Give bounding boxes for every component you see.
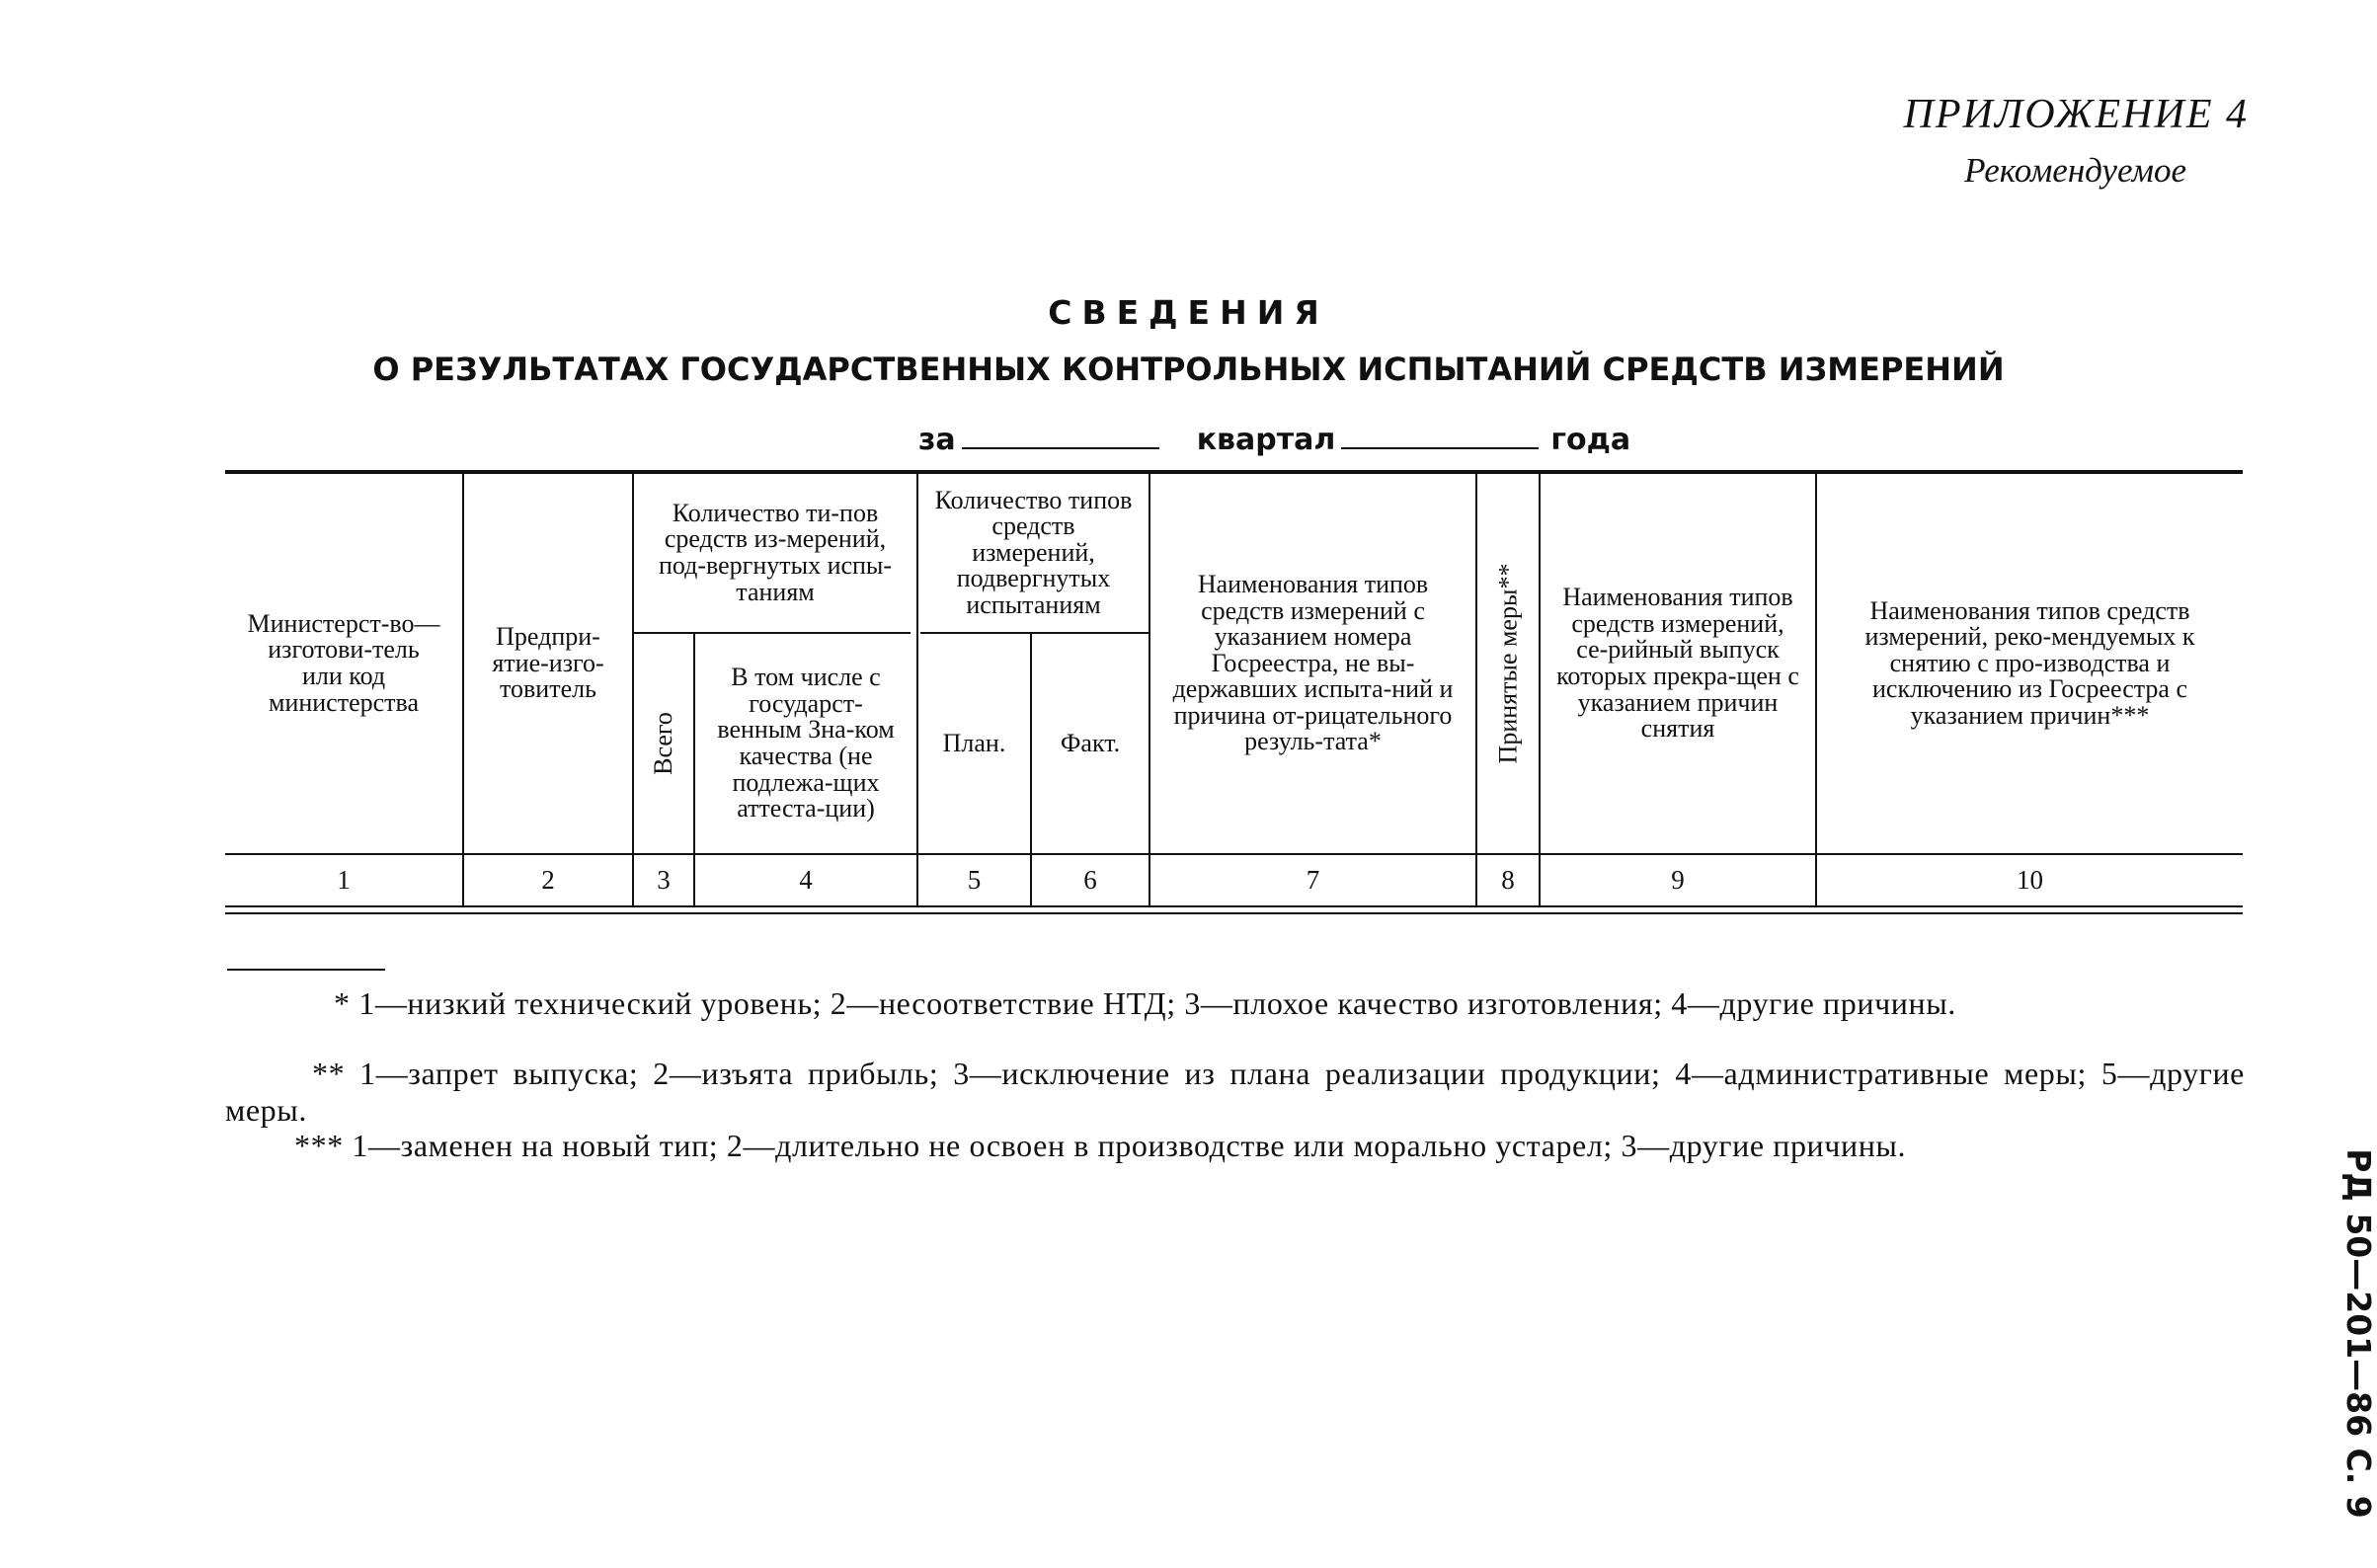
- column-number: 4: [799, 865, 813, 895]
- document-code-side-label: РД 50—201—86 С. 9: [2338, 1147, 2377, 1519]
- column-number: 1: [337, 865, 351, 895]
- header-enterprise: Предпри-ятие-изго-товитель: [492, 622, 604, 704]
- table-bottom-rule: [225, 912, 2243, 914]
- header-fact: Факт.: [1060, 728, 1121, 757]
- appendix-subtitle: Рекомендуемое: [1964, 151, 2186, 190]
- period-suffix: года: [1550, 423, 1631, 457]
- column-number: 8: [1501, 865, 1515, 895]
- column-number: 2: [541, 865, 555, 895]
- column-number: 3: [657, 865, 671, 895]
- footnote-text: 1—низкий технический уровень; 2—несоответствие НТД; 3—плохое качество изготовления; 4—другие причины.: [358, 985, 1956, 1021]
- period-middle: квартал: [1196, 423, 1336, 457]
- footnote: [225, 1128, 2245, 1164]
- footnote-text: 1—запрет выпуска; 2—изъята прибыль; 3—исключение из плана реализации продукции; 4—административные меры; 5—другие меры.: [225, 1056, 2245, 1128]
- header-measures: Принятые меры**: [1493, 563, 1522, 764]
- document-title: СВЕДЕНИЯ: [1048, 293, 1329, 332]
- footnote-mark: ***: [294, 1128, 344, 1163]
- footnote-mark: *: [334, 985, 351, 1021]
- column-number: 9: [1671, 865, 1685, 895]
- period-prefix: за: [918, 423, 956, 457]
- header-failed-types: Наименования типов средств измерений с указанием номера Госреестра, не вы-державших испыта-ний и причина от-рицательного резуль-тата*: [1172, 570, 1454, 756]
- numbers-bottom-rule: [225, 905, 2243, 907]
- footnote-mark: **: [312, 1056, 346, 1091]
- header-ministry: Министерст-во—изготови-тель или код министерства: [247, 608, 440, 717]
- header-recommended-removal: Наименования типов средств измерений, реко-мендуемых к снятию с про-изводства и исключению из Госреестра с указанием причин***: [1864, 595, 2195, 730]
- footnote-text: 1—заменен на новый тип; 2—длительно не освоен в производстве или морально устарел; 3—другие причины.: [352, 1128, 1907, 1163]
- header-total: Всего: [649, 712, 678, 775]
- document-subtitle: О РЕЗУЛЬТАТАХ ГОСУДАРСТВЕННЫХ КОНТРОЛЬНЫХ ИСПЫТАНИЙ СРЕДСТВ ИЗМЕРЕНИЙ: [372, 351, 2005, 388]
- footnote: [225, 985, 2245, 1022]
- footnote-separator: [227, 969, 385, 971]
- footnote: [225, 1056, 2245, 1129]
- header-group-tested: Количество ти-пов средств из-мерений, под-вергнутых испы-таниям: [658, 498, 893, 606]
- appendix-title: ПРИЛОЖЕНИЕ 4: [1903, 92, 2249, 137]
- column-number: 5: [967, 865, 982, 895]
- column-number: 6: [1083, 865, 1097, 895]
- column-number: 7: [1306, 865, 1320, 895]
- header-quality-mark: В том числе с государст-венным Зна-ком качества (не подлежа-щих аттеста-ции): [717, 663, 895, 823]
- header-group-types: Количество типов средств измерений, подвергнутых испытаниям: [934, 485, 1133, 619]
- column-number: 10: [2017, 865, 2043, 895]
- header-plan: План.: [942, 728, 1006, 757]
- header-discontinued: Наименования типов средств измерений, се-рийный выпуск которых прекра-щен с указанием причин снятия: [1556, 583, 1799, 744]
